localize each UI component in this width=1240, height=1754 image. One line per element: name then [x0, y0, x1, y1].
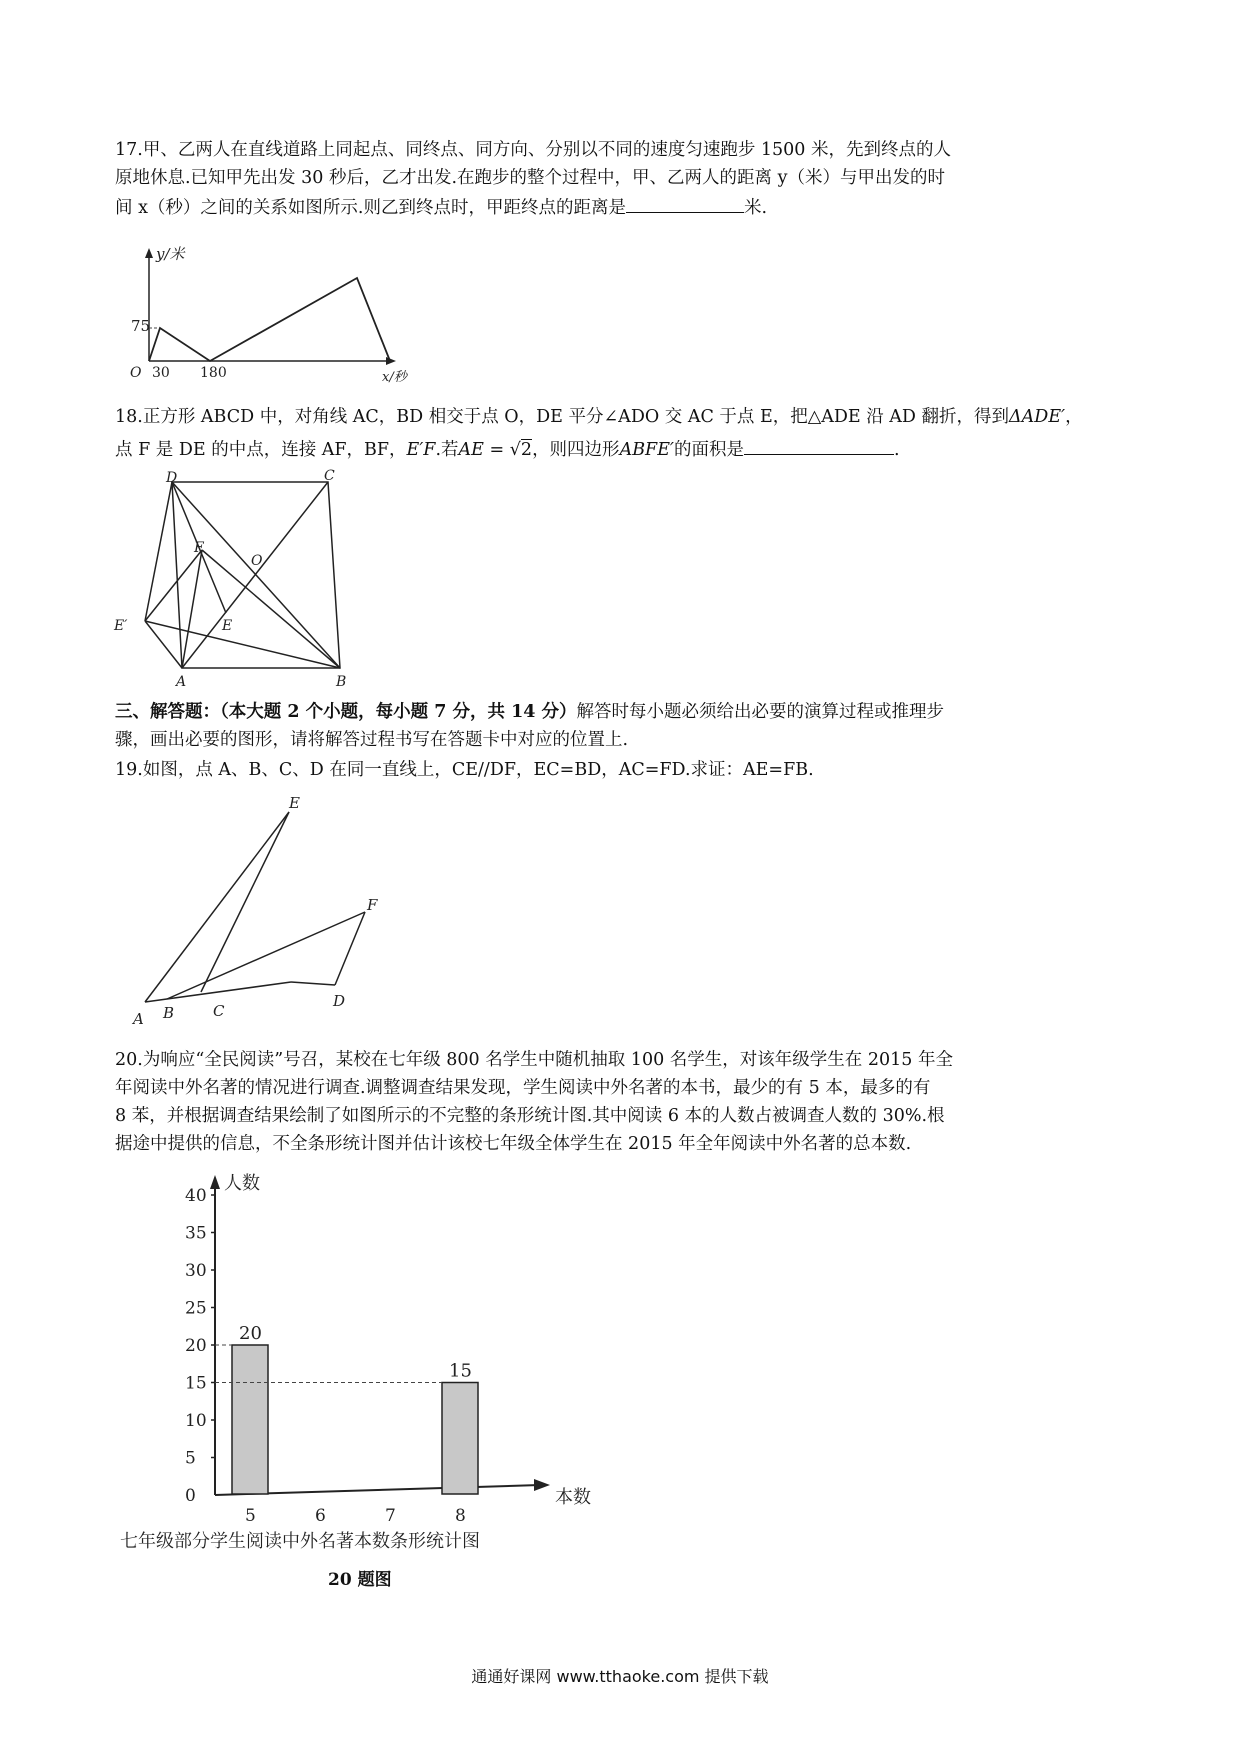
q17-distance-curve	[149, 278, 390, 361]
q18-answer-blank	[744, 436, 894, 455]
q17-answer-blank	[626, 194, 744, 213]
q19-text: 19.如图，点 A、B、C、D 在同一直线上，CE//DF，EC=BD，AC=FD.求证：AE=FB.	[115, 760, 814, 780]
q20-bar-chart	[100, 1165, 660, 1552]
section3-text1: 解答时每小题必须给出必要的演算过程或推理步	[576, 702, 945, 722]
q18-label-C: C	[324, 468, 335, 484]
q18-line1	[115, 405, 1083, 429]
x-tick-label: 6	[315, 1506, 326, 1526]
q18-line2-c: ，则四边形	[532, 440, 620, 460]
y-tick-label: 30	[185, 1261, 207, 1281]
q18-line2-a: 点 F 是 DE 的中点，连接 AF，BF，	[115, 440, 407, 460]
q17-x-tick-180: 180	[200, 365, 227, 381]
q17-line3-end: 米.	[744, 198, 768, 218]
q17-x-tick-30: 30	[152, 365, 170, 381]
y-tick-label: 40	[185, 1186, 207, 1206]
section3-heading: 三、解答题：（本大题 2 个小题，每小题 7 分，共 14 分）	[115, 702, 577, 722]
q18-label-E: E	[222, 618, 233, 634]
q20-line4: 据途中提供的信息，不全条形统计图并估计该校七年级全体学生在 2015 年全年阅读中外名著的总本数.	[115, 1134, 912, 1154]
q18-figure	[110, 468, 370, 692]
q18-label-O: O	[251, 553, 263, 569]
y-tick-label: 20	[185, 1336, 207, 1356]
y-tick-label: 35	[185, 1223, 207, 1244]
q20-line1: 20.为响应“全民阅读”号召，某校在七年级 800 名学生中随机抽取 100 名学生，对该年级学生在 2015 年全	[115, 1050, 953, 1070]
x-tick-label: 7	[385, 1506, 396, 1526]
q17-y-label: y/米	[156, 245, 185, 263]
y-tick-label: 5	[185, 1448, 196, 1469]
q20-line3: 8 苯，并根据调查结果绘制了如图所示的不完整的条形统计图.其中阅读 6 本的人数占被调查人数的 30%.根	[115, 1106, 945, 1126]
q18-line2-b: .若	[435, 440, 459, 460]
x-tick-label: 8	[455, 1506, 466, 1526]
q18-quad: ABFE′	[619, 440, 674, 460]
q18-line2	[115, 436, 900, 462]
bar	[442, 1383, 478, 1495]
q18-line1-end: ，	[1065, 407, 1083, 427]
q17-graph	[120, 244, 420, 384]
q17-line3-text: 间 x（秒）之间的关系如图所示.则乙到终点时，甲距终点的距离是	[115, 198, 626, 218]
q19-label-F: F	[367, 896, 378, 914]
q17-y-tick-75: 75	[131, 317, 151, 335]
q18-line2-d: 的面积是	[673, 440, 744, 460]
q19-label-C: C	[213, 1002, 225, 1020]
q18-label-E-prime: E′	[114, 618, 128, 634]
q17-line3	[115, 194, 767, 220]
bar-value-label: 15	[449, 1360, 472, 1382]
y-tick-label: 25	[185, 1298, 207, 1319]
section3-line1	[115, 700, 944, 724]
q18-eq: =	[489, 440, 505, 460]
q18-label-F: F	[194, 540, 204, 556]
q17-line2: 原地休息.已知甲先出发 30 秒后，乙才出发.在跑步的整个过程中，甲、乙两人的距离 y（米）与甲出发的时	[115, 168, 945, 188]
page-footer: 通通好课网 www.tthaoke.com 提供下载	[471, 1667, 769, 1686]
q20-figure-label: 20 题图	[328, 1570, 392, 1590]
q17-origin: O	[130, 365, 142, 381]
q18-label-A: A	[176, 674, 187, 690]
q18-line2-end: .	[893, 440, 900, 460]
q20-line2: 年阅读中外名著的情况进行调查.调整调查结果发现，学生阅读中外名著的本书，最少的有 5 本，最多的有	[115, 1078, 931, 1098]
bar-value-label: 20	[239, 1323, 262, 1344]
q17-x-label: x/秒	[382, 370, 407, 385]
q18-label-D: D	[166, 470, 178, 486]
q18-line1-text: 18.正方形 ABCD 中，对角线 AC，BD 相交于点 O，DE 平分∠ADO 交 AC 于点 E，把△ADE 沿 AD 翻折，得到	[115, 407, 1010, 427]
q18-label-B: B	[336, 674, 347, 690]
y-tick-label: 15	[185, 1373, 207, 1394]
q17-line1: 17.甲、乙两人在直线道路上同起点、同终点、同方向、分别以不同的速度匀速跑步 1500 米，先到终点的人	[115, 140, 951, 160]
q20-chart-caption: 七年级部分学生阅读中外名著本数条形统计图	[120, 1531, 480, 1552]
bar	[232, 1345, 268, 1494]
q19-label-D: D	[333, 992, 346, 1010]
q18-segment: E′F	[406, 440, 436, 460]
q19-label-A: A	[133, 1010, 144, 1028]
y-tick-label: 10	[185, 1411, 207, 1431]
q20-x-label: 本数	[555, 1487, 591, 1508]
q19-label-E: E	[289, 794, 300, 812]
q19-label-B: B	[163, 1004, 175, 1022]
q18-sqrt-value: 2	[520, 440, 533, 460]
q20-y-label: 人数	[224, 1173, 260, 1194]
section3-line2: 骤，画出必要的图形，请将解答过程书写在答题卡中对应的位置上.	[115, 730, 629, 750]
y-tick-label: 0	[185, 1486, 196, 1506]
x-tick-label: 5	[245, 1506, 256, 1526]
q18-sqrt-icon: √	[509, 440, 521, 460]
q18-ae: AE	[458, 440, 484, 460]
q18-triangle: ΔADE′	[1009, 407, 1066, 427]
q19-figure	[125, 792, 385, 1032]
